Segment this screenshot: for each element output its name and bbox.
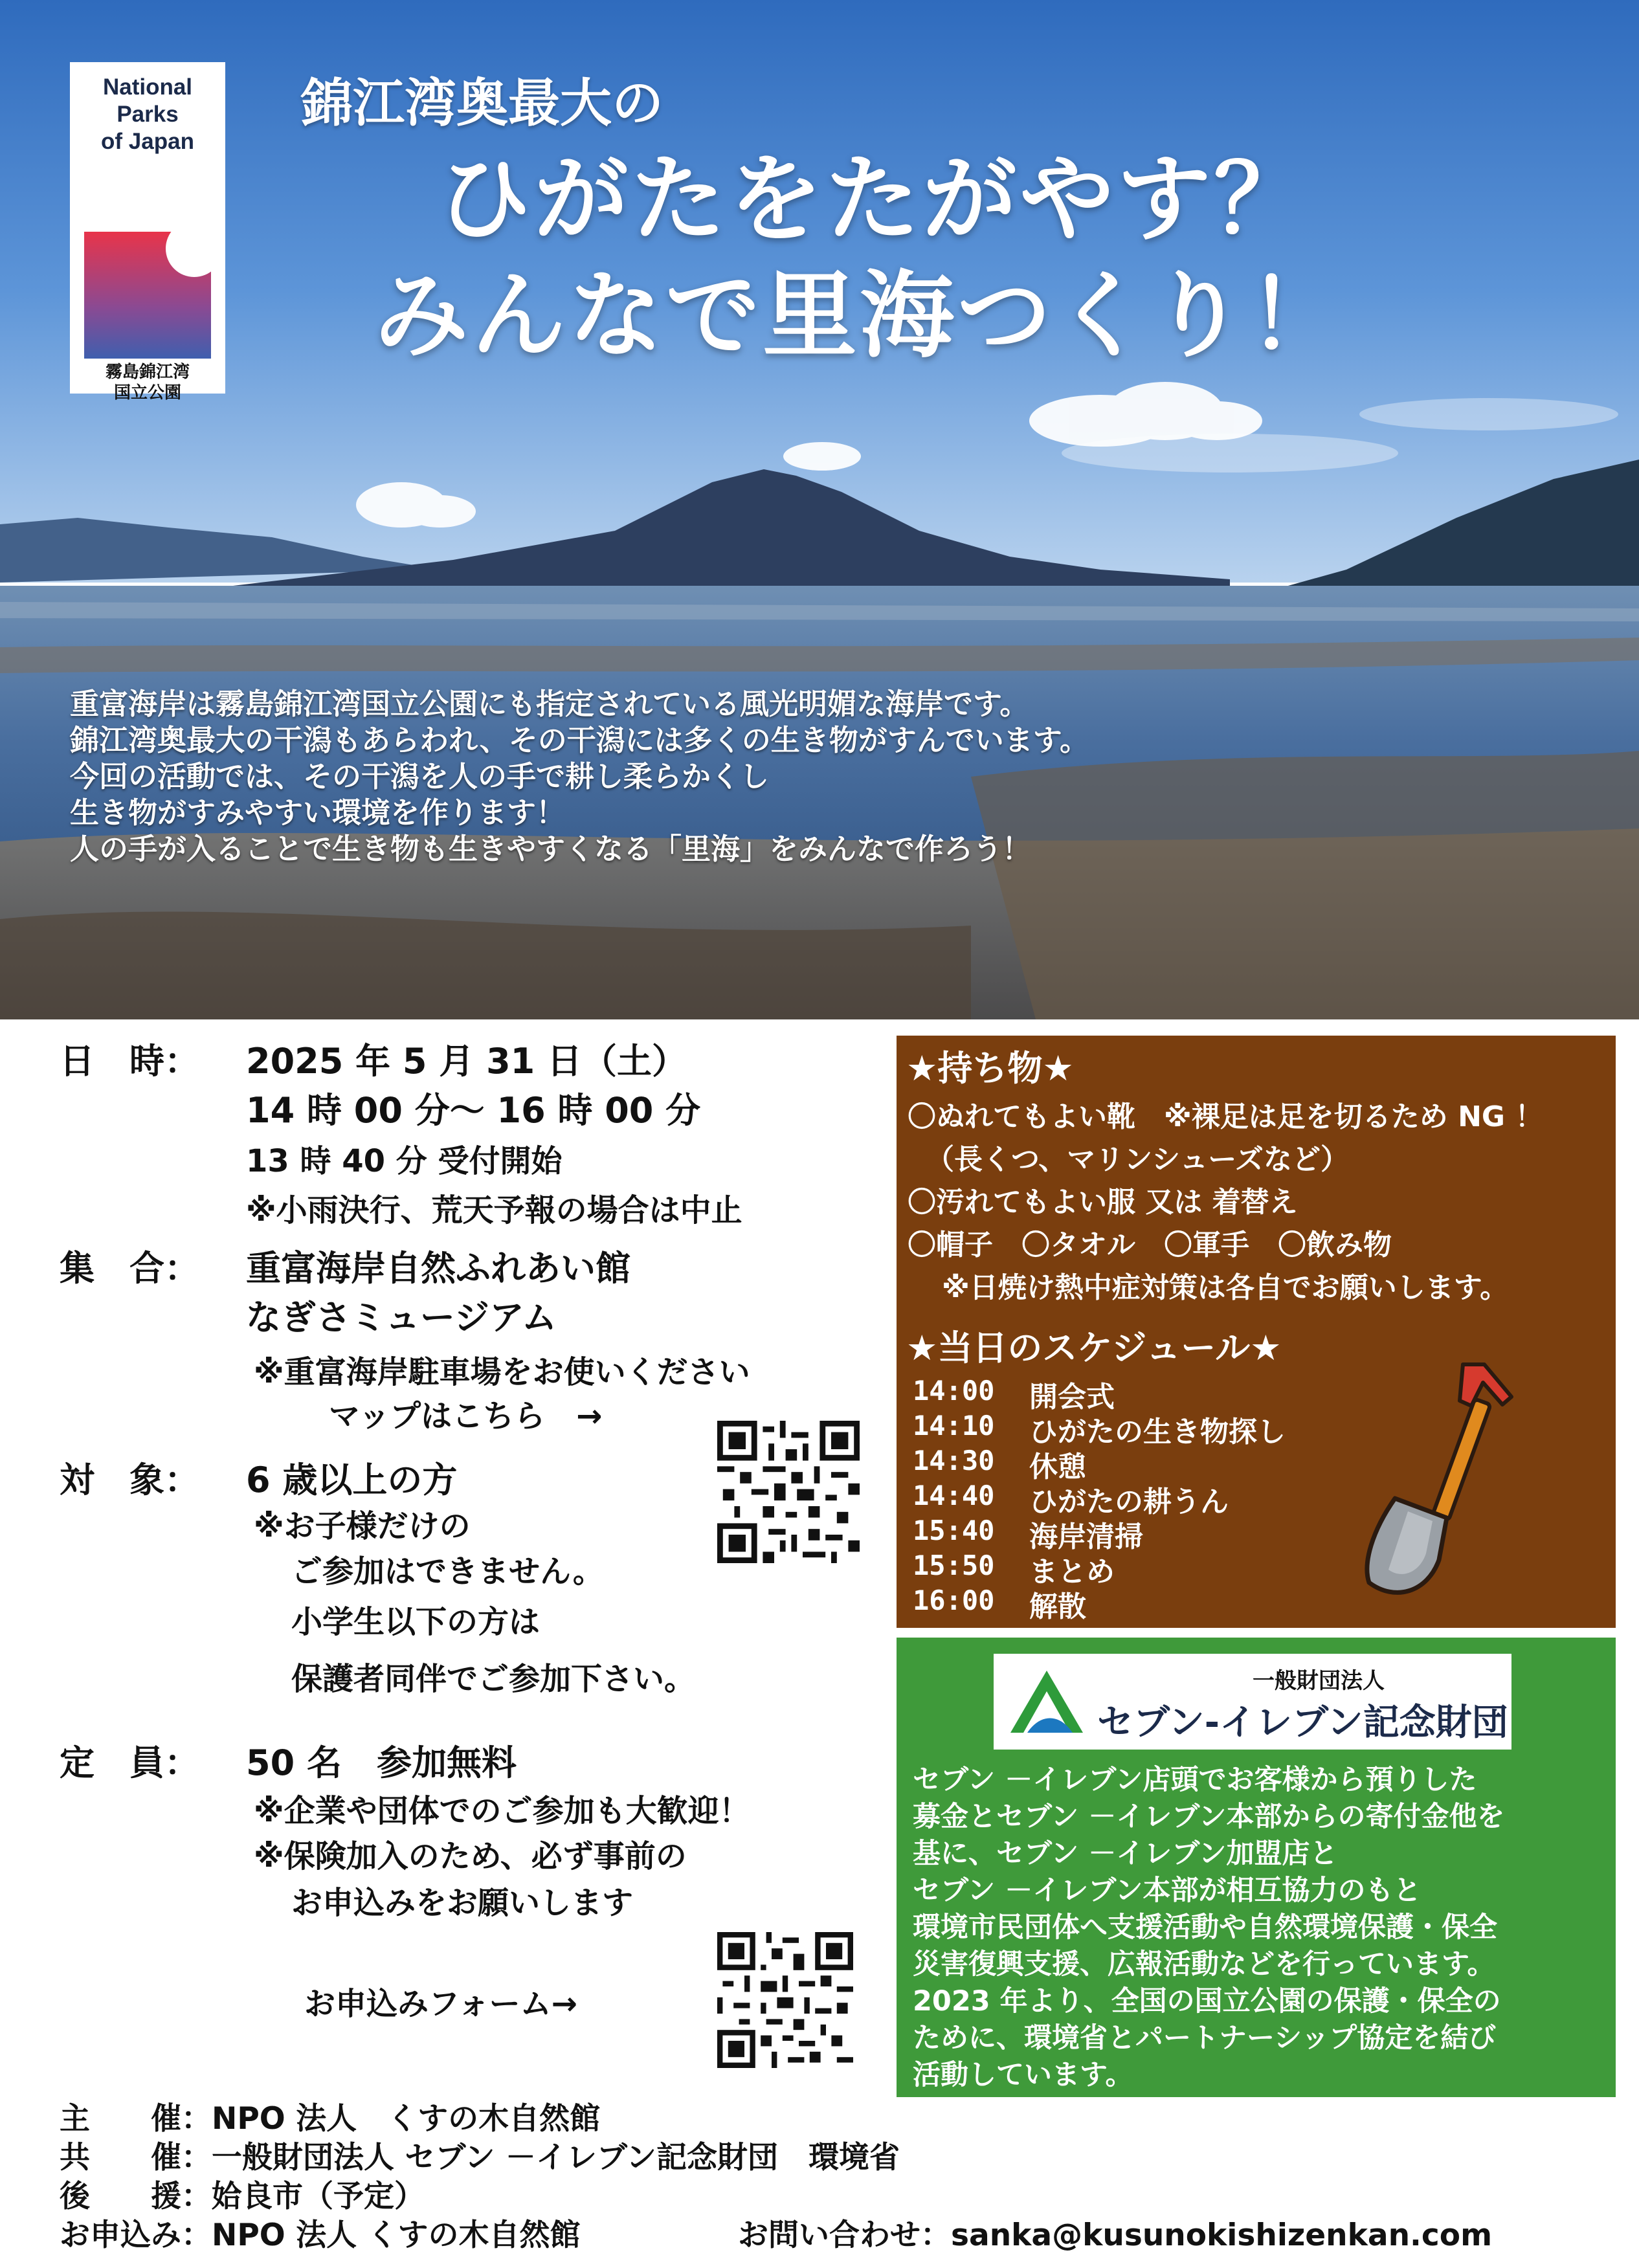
intro-line: 生き物がすみやすい環境を作ります！ (70, 795, 566, 830)
target-note-3: 小学生以下の方は (291, 1604, 541, 1640)
schedule-label: ひがたの耕うん (1029, 1485, 1229, 1518)
rain-note: ※小雨決行、荒天予報の場合は中止 (246, 1192, 742, 1228)
foundation-text-line: セブン －イレブン店頭でお客様から預りした (913, 1764, 1477, 1796)
national-parks-logo (70, 62, 225, 403)
item-line: ※日焼け熱中症対策は各自でお願いします。 (942, 1271, 1509, 1304)
capacity: 50 名 参加無料 (246, 1742, 517, 1783)
title-subheading: 錦江湾奥最大の (301, 73, 663, 133)
item-line: 〇帽子 〇タオル 〇軍手 〇飲み物 (908, 1228, 1392, 1262)
intro-line: 錦江湾奥最大の干潟もあらわれ、その干潟には多くの生き物がすんでいます。 (70, 723, 1089, 757)
schedule-label: まとめ (1029, 1555, 1115, 1588)
foundation-mark-icon (1008, 1668, 1086, 1735)
target-label: 対 象： (60, 1460, 199, 1500)
foundation-text-line: 募金とセブン －イレブン本部からの寄付金他を (913, 1801, 1505, 1833)
foundation-text-line: 活動しています。 (913, 2059, 1133, 2091)
cosponsor: 共 催：一般財団法人 セブン －イレブン記念財団 環境省 (60, 2140, 900, 2175)
foundation-text-line: セブン －イレブン本部が相互協力のもと (913, 1874, 1422, 1907)
target-note-2: ご参加はできません。 (291, 1553, 604, 1590)
schedule-time: 16:00 (913, 1584, 995, 1616)
intro-line: 重富海岸は霧島錦江湾国立公園にも指定されている風光明媚な海岸です。 (70, 687, 1029, 721)
intro-line: 今回の活動では、その干潟を人の手で耕し柔らかくし (70, 759, 770, 794)
meeting-label: 集 合： (60, 1248, 199, 1289)
schedule-time: 14:40 (913, 1480, 995, 1511)
schedule-label: 海岸清掃 (1029, 1520, 1143, 1553)
map-qr-code[interactable] (717, 1421, 860, 1563)
schedule-heading: ★当日のスケジュール★ (906, 1328, 1282, 1368)
application-qr-code[interactable] (717, 1932, 853, 2068)
date-label: 日 時： (60, 1041, 199, 1082)
application-contact: お申込み：NPO 法人 くすの木自然館 (60, 2218, 581, 2253)
organizer: 主 催：NPO 法人 くすの木自然館 (60, 2101, 601, 2137)
capacity-note-3: お申込みをお願いします (291, 1885, 634, 1921)
capacity-note-1: ※企業や団体でのご参加も大歓迎！ (254, 1793, 750, 1829)
target-note-1: ※お子様だけの (254, 1508, 471, 1544)
meeting-place-2: なぎさミュージアム (246, 1297, 557, 1338)
item-line: （長くつ、マリンシューズなど） (926, 1143, 1350, 1176)
foundation-text-line: ために、環境省とパートナーシップ協定を結び (913, 2022, 1497, 2054)
schedule-label: ひがたの生き物探し (1029, 1416, 1286, 1449)
logo-text: National Parks of Japan (101, 74, 194, 154)
foundation-logo-name: セブン-イレブン記念財団 (1097, 1702, 1508, 1744)
schedule-label: 休憩 (1029, 1451, 1086, 1484)
capacity-label: 定 員： (60, 1742, 199, 1783)
schedule-time: 14:00 (913, 1375, 995, 1406)
map-note: マップはこちら → (329, 1398, 603, 1434)
items-heading: ★持ち物★ (906, 1048, 1074, 1089)
inquiry-email[interactable]: お問い合わせ：sanka@kusunokishizenkan.com (738, 2218, 1493, 2253)
intro-text (70, 686, 1559, 867)
schedule-label: 開会式 (1029, 1381, 1115, 1414)
foundation-text-line: 環境市民団体へ支援活動や自然環境保護・保全 (913, 1911, 1497, 1944)
foundation-text-line: 災害復興支援、広報活動などを行っています。 (913, 1948, 1495, 1981)
capacity-note-2: ※保険加入のため、必ず事前の (254, 1838, 687, 1874)
target-note-4: 保護者同伴でご参加下さい。 (291, 1661, 696, 1697)
foundation-logo-small: 一般財団法人 (1253, 1668, 1385, 1694)
title-line-2: みんなで里海つくり！ (374, 261, 1345, 371)
national-parks-mark-icon (84, 232, 211, 359)
item-line: 〇ぬれてもよい靴 ※裸足は足を切るため NG ！ (908, 1100, 1544, 1133)
title-line-1: ひがたをたがやす？ (437, 144, 1311, 254)
schedule-time: 14:30 (913, 1445, 995, 1476)
shovel-icon (1356, 1359, 1524, 1605)
schedule-label: 解散 (1029, 1590, 1086, 1623)
supporter: 後 援：姶良市（予定） (60, 2179, 425, 2214)
logo-subtitle-1: 霧島錦江湾 (105, 362, 190, 382)
parking-note: ※重富海岸駐車場をお使いください (254, 1354, 750, 1390)
foundation-logo (994, 1654, 1511, 1750)
item-line: 〇汚れてもよい服 又は 着替え (908, 1186, 1298, 1219)
target-audience: 6 歳以上の方 (246, 1460, 458, 1500)
schedule-time: 14:10 (913, 1410, 995, 1441)
event-date: 2025 年 5 月 31 日（土） (246, 1041, 687, 1082)
schedule-time: 15:50 (913, 1550, 995, 1581)
logo-subtitle-2: 国立公園 (113, 383, 181, 403)
application-form-note: お申込みフォーム→ (304, 1986, 577, 2022)
reception-time: 13 時 40 分 受付開始 (246, 1143, 563, 1179)
meeting-place-1: 重富海岸自然ふれあい館 (246, 1248, 630, 1289)
intro-line: 人の手が入ることで生き物も生きやすくなる「里海」をみんなで作ろう！ (70, 832, 1032, 866)
schedule-time: 15:40 (913, 1515, 995, 1546)
foundation-text-line: 2023 年より、全国の国立公園の保護・保全の (913, 1985, 1501, 2018)
foundation-text-line: 基に、セブン －イレブン加盟店と (913, 1838, 1338, 1870)
event-time: 14 時 00 分～ 16 時 00 分 (246, 1090, 701, 1131)
